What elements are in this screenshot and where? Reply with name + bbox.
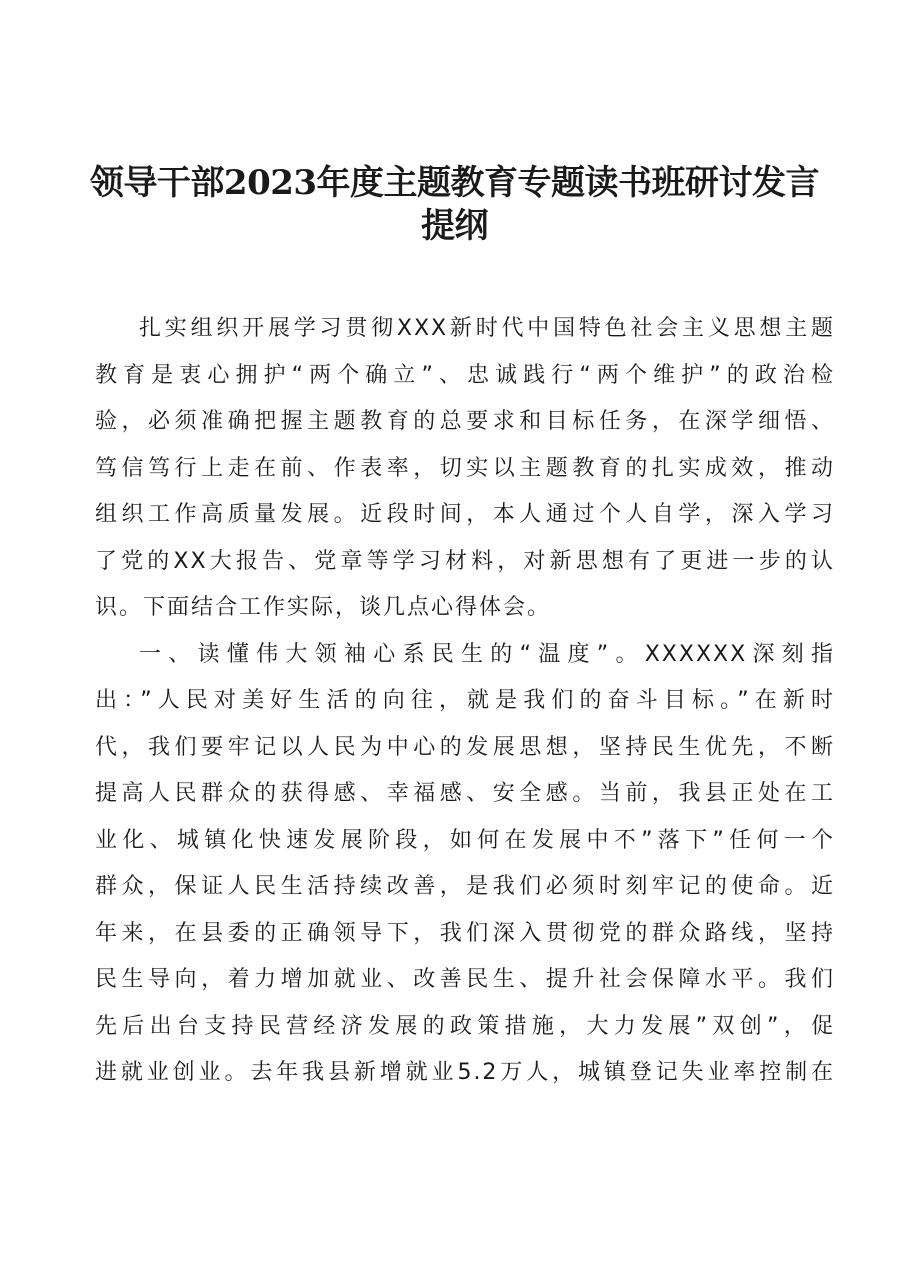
paragraph-intro	[95, 306, 835, 632]
text-line: 业化、城镇化快速发展阶段，如何在发展中不”落下”任何一个	[95, 827, 835, 853]
text-line: 组织工作高质量发展。近段时间，本人通过个人自学，深入学习	[95, 502, 835, 527]
text-line: 笃信笃行上走在前、作表率，切实以主题教育的扎实成效，推动	[95, 455, 835, 481]
document-title-line-1: 领导干部2023年度主题教育专题读书班研讨发言	[89, 163, 820, 203]
document-title-line-2: 提纲	[421, 206, 488, 246]
text-line: 代，我们要牢记以人民为中心的发展思想，坚持民生优先，不断	[95, 734, 835, 760]
text-line: 出：”人民对美好生活的向往，就是我们的奋斗目标。”在新时	[95, 688, 835, 713]
text-line: 群众，保证人民生活持续改善，是我们必须时刻牢记的使命。近	[95, 874, 835, 899]
document-body	[95, 306, 835, 1097]
text-line: 进就业创业。去年我县新增就业5.2万人，城镇登记失业率控制在	[95, 1060, 835, 1085]
text-line: 一、读懂伟大领袖心系民生的“温度”。XXXXXX深刻指	[139, 641, 835, 667]
text-line: 先后出台支持民营经济发展的政策措施，大力发展”双创”，促	[95, 1013, 836, 1039]
text-line: 验，必须准确把握主题教育的总要求和目标任务，在深学细悟、	[95, 409, 835, 434]
text-line: 民生导向，着力增加就业、改善民生、提升社会保障水平。我们	[95, 967, 835, 992]
text-line: 扎实组织开展学习贯彻XXX新时代中国特色社会主义思想主题	[139, 316, 835, 341]
text-line: 年来，在县委的正确领导下，我们深入贯彻党的群众路线，坚持	[95, 920, 835, 946]
text-line: 了党的XX大报告、党章等学习材料，对新思想有了更进一步的认	[95, 548, 835, 574]
text-line: 提高人民群众的获得感、幸福感、安全感。当前，我县正处在工	[95, 781, 835, 806]
text-line: 教育是衷心拥护“两个确立”、忠诚践行“两个维护”的政治检	[95, 362, 835, 388]
text-line: 识。下面结合工作实际，谈几点心得体会。	[95, 595, 552, 620]
paragraph-section-1	[95, 632, 835, 1097]
